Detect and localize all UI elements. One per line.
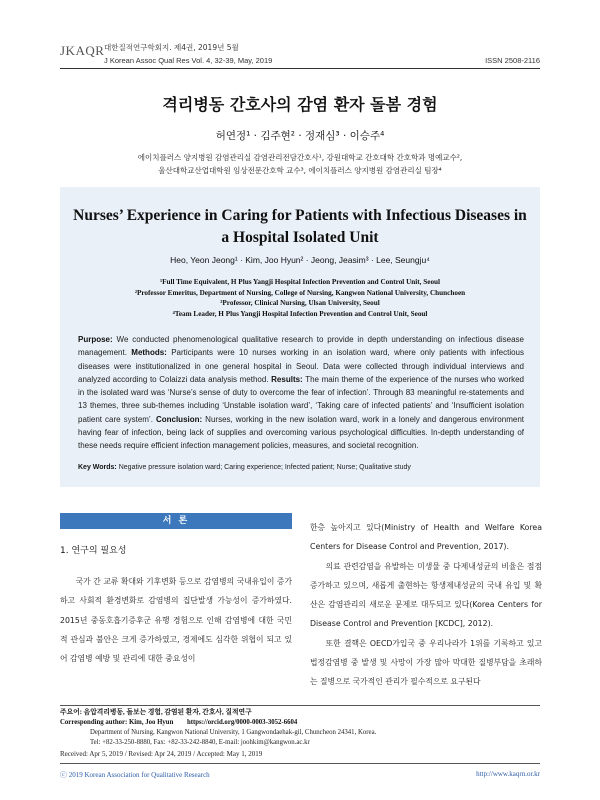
header-rule — [60, 68, 540, 69]
keywords — [78, 464, 524, 471]
right-column — [310, 518, 542, 692]
purpose-label: Purpose: — [78, 335, 113, 344]
results-text: The main theme of the experience of the nurses who worked in the isolated ward was ‘Nurse’s sense of duty to overcome the fear of infection’. Through 83 meaningful re-statements and 13 themes, three sub-themes including ‘Unstable isolation ward’, ‘Taking care of infected patients’ and ‘Insufficient isolation patient care system’. — [78, 374, 525, 424]
bottom-rule — [60, 763, 540, 764]
affiliation-en-line: ²Professor Emeritus, Department of Nursing, College of Nursing, Kangwon National University, Chunchoen — [134, 288, 466, 297]
website-link[interactable]: http://www.kaqrn.or.kr — [476, 770, 540, 778]
copyright: ⓒ 2019 Korean Association for Qualitative Research — [60, 771, 210, 779]
body-paragraph: 국가 간 교류 확대와 기후변화 등으로 감염병의 국내유입이 증가하고 사회적 환경변화로 감염병의 집단발생 가능성이 증가하였다. 2015년 중동호흡기증후군 유행 경험으로 인해 감염병에 대한 국민적 관심과 불안은 크게 증가하였고, 경제에도 심각한 위협이 되고 있어 감염병 예방 및 관리에 대한 중요성이 — [60, 577, 292, 664]
author-address: Department of Nursing, Kangwon National University, 1 Gangwondaehak-gil, Chuncheon 24341, Korea. — [90, 729, 377, 736]
keywords-korean — [60, 708, 540, 718]
subsection-heading: 1. 연구의 필요성 — [60, 546, 127, 556]
affiliation-en-line: ³Professor, Clinical Nursing, Ulsan University, Seoul — [220, 299, 380, 307]
methods-label: Methods: — [131, 348, 167, 358]
received-dates: Received: Apr 5, 2019 / Revised: Apr 24, 2019 / Accepted: May 1, 2019 — [60, 750, 263, 758]
footnotes — [60, 708, 540, 748]
issn: ISSN 2508-2116 — [485, 56, 540, 65]
body-paragraph: 의료 관련감염을 유발하는 미생물 중 다제내성균의 비율은 점점 증가하고 있으며, 새롭게 출현하는 항생제내성균의 국내 유입 및 확산은 감염관리의 새로운 문제로 대두되고 있다(Korea Centers for Disease Control and Prevention [KCDC], 2012). — [310, 561, 542, 629]
keywords-label: Key Words: — [78, 464, 117, 471]
author-contact: Tel: +82-33-250-8880, Fax: +82-33-242-8840, E-mail: joohkim@kangwon.ac.kr — [90, 739, 310, 746]
title-korean: 격리병동 간호사의 감염 환자 돌봄 경험 — [162, 95, 438, 114]
corresponding-author — [60, 718, 540, 728]
title-english — [60, 205, 540, 249]
abstract-text — [78, 333, 524, 453]
body-paragraph: 또한 결핵은 OECD가입국 중 우리나라가 1위를 기록하고 있고 법정감염병 중 발생 및 사망이 가장 많아 막대한 질병부담을 초래하는 질병으로 국가적인 관리가 필수적으로 요구된다 — [310, 638, 542, 687]
authors-korean: 허연정¹ · 김주현² · 정재심³ · 이승주⁴ — [215, 130, 385, 142]
conclusion-text: Nurses, working in the new isolation ward, work in a lonely and dangerous environment having fear of infection, being lack of supplies and overcoming various psychological difficulties. In-depth understanding of these needs require efficient infection management policies, measures, and societal recognition. — [78, 414, 524, 451]
affiliations-korean — [0, 151, 600, 177]
affiliation-en-line: ⁴Team Leader, H Plus Yangji Hospital Infection Prevention and Control Unit, Seoul — [172, 309, 428, 318]
journal-logo: JKAQR — [60, 43, 105, 58]
keywords-korean-text: 주요어: 음압격리병동, 돌보는 경험, 감염된 환자, 간호사, 질적연구 — [60, 709, 252, 716]
body-paragraph: 한층 높아지고 있다(Ministry of Health and Welfare Korea Centers for Disease Control and Prevention, 2017). — [310, 523, 542, 552]
affiliation-kr-line: 울산대학교산업대학원 임상전문간호학 교수³, 에이치플러스 양지병원 감염관리실 팀장⁴ — [158, 166, 442, 175]
results-label: Results: — [271, 374, 303, 384]
authors-english: Heo, Yeon Jeong¹ · Kim, Joo Hyun² · Jeong, Jeasim³ · Lee, Seungju⁴ — [170, 255, 430, 265]
methods-text: Participants were 10 nurses working in an isolation ward, where only patients with infectious diseases were institutionalized in one general hospital in Seoul. Data were collected through individual interviews and analyzed according to Colaizzi data analysis method. — [78, 348, 525, 384]
left-column — [60, 572, 292, 668]
keywords-text: Negative pressure isolation ward; Caring experience; Infected patient; Nurse; Qualitative study — [116, 464, 411, 471]
journal-name-korean: 대한질적연구학회지. 제4권, 2019년 5월 — [104, 43, 239, 52]
journal-citation: J Korean Assoc Qual Res Vol. 4, 32-39, May, 2019 — [104, 56, 273, 65]
title-english-line: Nurses’ Experience in Caring for Patients with Infectious Diseases in — [73, 207, 527, 224]
purpose-text: We conducted phenomenological qualitative research to provide in depth understanding on infectious disease management. — [78, 335, 524, 358]
footnote-rule — [60, 705, 540, 706]
affiliation-kr-line: 에이치플러스 양지병원 감염관리실 감염관리전담간호사¹, 강원대학교 간호대학 간호학과 명예교수², — [137, 153, 463, 162]
affiliations-english — [60, 277, 540, 319]
orcid-link[interactable]: https://orcid.org/0000-0003-3052-6604 — [186, 719, 298, 726]
title-english-line: a Hospital Isolated Unit — [221, 229, 379, 246]
conclusion-label: Conclusion: — [155, 414, 203, 424]
affiliation-en-line: ¹Full Time Equivalent, H Plus Yangji Hospital Infection Prevention and Control Unit, Seoul — [159, 278, 441, 286]
corresponding-label: Corresponding author: Kim, Joo Hyun — [60, 719, 174, 726]
section-heading-introduction: 서 론 — [60, 513, 292, 529]
